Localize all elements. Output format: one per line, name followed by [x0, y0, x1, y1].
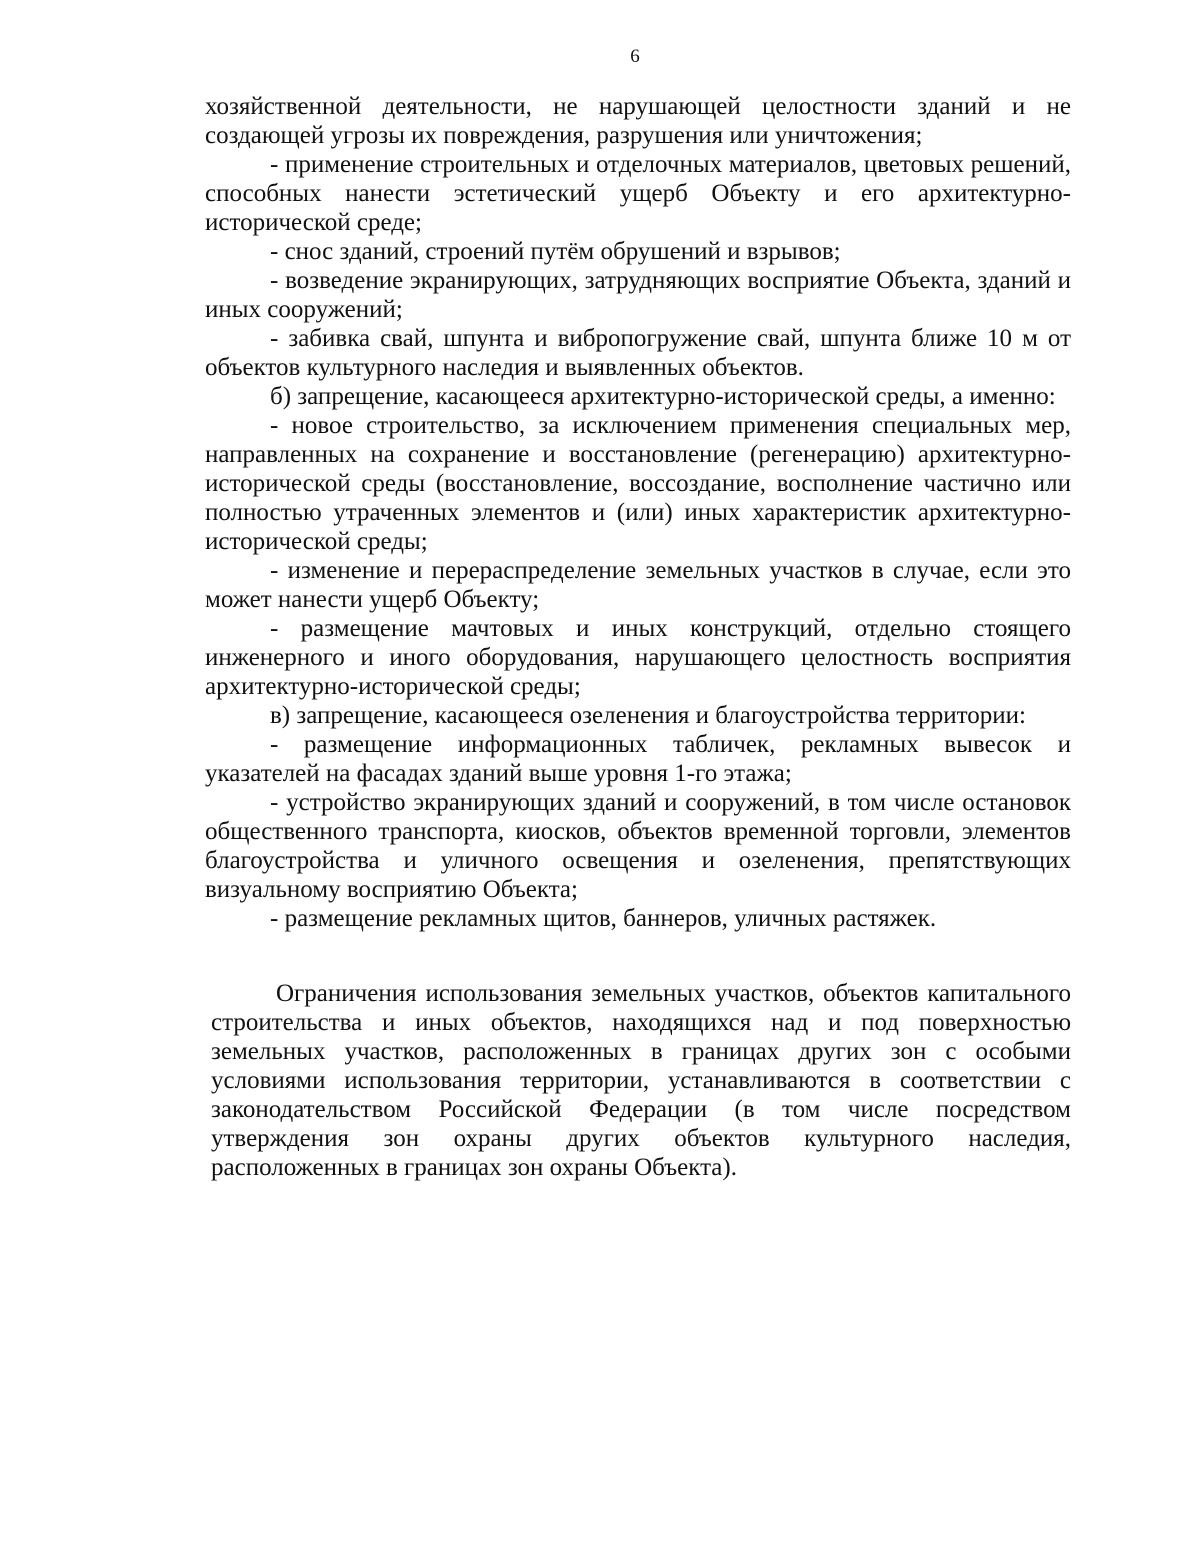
section-v-heading: в) запрещение, касающееся озеленения и благоустройства территории: [270, 702, 1026, 729]
list-item-advertising: - размещение рекламных щитов, баннеров, уличных растяжек. [270, 905, 937, 932]
paragraph-gap [205, 933, 1071, 979]
page-number: 6 [630, 46, 640, 67]
list-item-demolition: - снос зданий, строений путём обрушений и взрывов; [270, 238, 841, 265]
list-item-new-construction: - новое строительство, за исключением применения специальных мер, направленных на сохранение и восстановление (регенерацию) архитектурно-исторической среды (восстановление, воссоздание, восполнение частично или полностью утраченных элементов и (или) иных характеристик архитектурно-исторической среды; [205, 412, 1071, 555]
list-item-screening: - возведение экранирующих, затрудняющих восприятие Объекта, зданий и иных сооружений; [205, 267, 1071, 323]
section-b-heading: б) запрещение, касающееся архитектурно-исторической среды, а именно: [270, 383, 1056, 410]
list-item-masts: - размещение мачтовых и иных конструкций, отдельно стоящего инженерного и иного оборудования, нарушающего целостность восприятия архитектурно-исторической среды; [205, 615, 1071, 700]
list-item-signs: - размещение информационных табличек, рекламных вывесок и указателей на фасадах зданий выше уровня 1-го этажа; [205, 731, 1071, 787]
list-item-land-plots: - изменение и перераспределение земельных участков в случае, если это может нанести ущерб Объекту; [205, 557, 1071, 613]
document-body [205, 92, 1071, 1182]
final-paragraph: Ограничения использования земельных участков, объектов капитального строительства и иных объектов, находящихся над и под поверхностью земельных участков, расположенных в границах других зон с особыми условиями использования территории, устанавливаются в соответствии с законодательством Российской Федерации (в том числе посредством утверждения зон охраны других объектов культурного наследия, расположенных в границах зон охраны Объекта). [211, 980, 1071, 1181]
list-item-piling: - забивка свай, шпунта и вибропогружение свай, шпунта ближе 10 м от объектов культурного наследия и выявленных объектов. [205, 325, 1071, 381]
list-item-materials: - применение строительных и отделочных материалов, цветовых решений, способных нанести эстетический ущерб Объекту и его архитектурно-исторической среде; [205, 151, 1071, 236]
paragraph-continuation: хозяйственной деятельности, не нарушающей целостности зданий и не создающей угрозы их повреждения, разрушения или уничтожения; [205, 93, 1071, 149]
list-item-screening-structures: - устройство экранирующих зданий и сооружений, в том числе остановок общественного транспорта, киосков, объектов временной торговли, элементов благоустройства и уличного освещения и озеленения, препятствующих визуальному восприятию Объекта; [205, 789, 1071, 903]
